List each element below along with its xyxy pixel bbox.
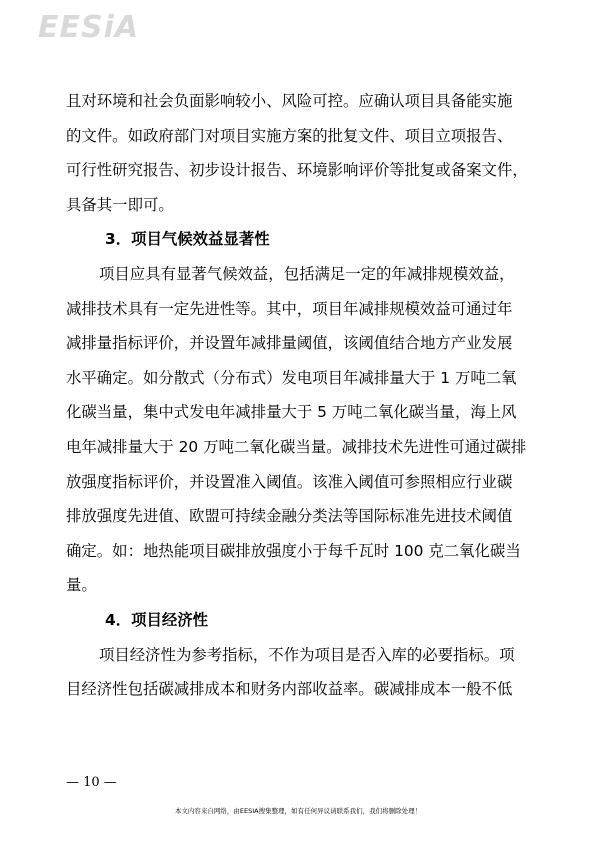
paragraph-line: 具备其一即可。 bbox=[66, 195, 174, 214]
paragraph-line: 且对环境和社会负面影响较小、风险可控。应确认项目具备能实施 bbox=[66, 92, 513, 110]
paragraph-line: 目经济性包括碳减排成本和财务内部收益率。碳减排成本一般不低 bbox=[66, 680, 513, 699]
document-body bbox=[66, 84, 532, 707]
paragraph-line: 确定。如：地热能项目碳排放强度小于每千瓦时 100 克二氧化碳当 bbox=[66, 541, 521, 560]
paragraph-line: 项目经济性为参考指标，不作为项目是否入库的必要指标。项 bbox=[99, 645, 515, 664]
page-number: — 10 — bbox=[66, 775, 117, 790]
paragraph-line: 电年减排量大于 20 万吨二氧化碳当量。减排技术先进性可通过碳排 bbox=[66, 437, 527, 456]
paragraph-line: 的文件。如政府部门对项目实施方案的批复文件、项目立项报告、 bbox=[66, 126, 513, 145]
paragraph-line: 项目应具有显著气候效益，包括满足一定的年减排规模效益， bbox=[99, 264, 515, 283]
paragraph-line: 放强度指标评价，并设置准入阈值。该准入阈值可参照相应行业碳 bbox=[66, 472, 513, 491]
paragraph-line: 可行性研究报告、初步设计报告、环境影响评价等批复或备案文件， bbox=[66, 161, 528, 180]
section-heading-4: 4．项目经济性 bbox=[105, 610, 209, 629]
eesia-watermark-logo: EESiA bbox=[38, 10, 140, 45]
paragraph-line: 水平确定。如分散式（分布式）发电项目年减排量大于 1 万吨二氧 bbox=[66, 368, 517, 387]
paragraph-line: 减排技术具有一定先进性等。其中，项目年减排规模效益可通过年 bbox=[66, 299, 513, 318]
paragraph-line: 化碳当量，集中式发电年减排量大于 5 万吨二氧化碳当量，海上风 bbox=[66, 403, 517, 422]
footer-disclaimer: 本文内容来自网络，由EESIA搜集整理，如有任何异议请联系我们，我们将删除处理！ bbox=[174, 807, 422, 815]
paragraph-line: 减排量指标评价，并设置年减排量阈值，该阈值结合地方产业发展 bbox=[66, 334, 513, 353]
paragraph-line: 量。 bbox=[66, 576, 97, 595]
section-heading-3: 3．项目气候效益显著性 bbox=[105, 230, 270, 249]
paragraph-line: 排放强度先进值、欧盟可持续金融分类法等国际标准先进技术阈值 bbox=[66, 507, 513, 526]
